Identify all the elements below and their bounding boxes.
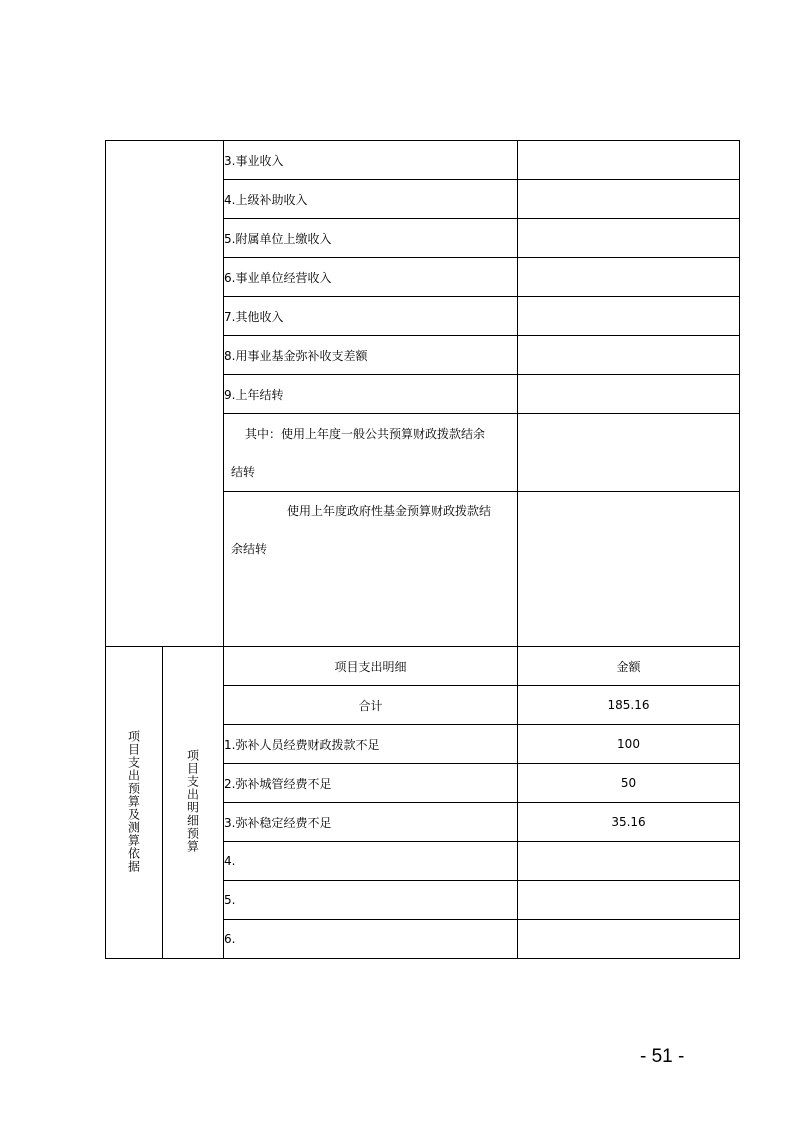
income-item-4: 4.上级补助收入 [224,180,518,219]
carryover-fund-cell [224,492,518,647]
income-item-8: 8.用事业基金弥补收支差额 [224,336,518,375]
outer-section-label: 项目支出预算及测算依据 [126,729,141,873]
detail-item-6: 6. [224,920,518,959]
carryover-general-text [224,415,517,491]
table-row [106,141,740,180]
income-value-3 [518,141,740,180]
detail-amount-3: 35.16 [518,803,740,842]
total-value: 185.16 [518,686,740,725]
carryover-general-value [518,414,740,492]
inner-section-label: 项目支出明细预算 [185,749,200,853]
carryover-fund-text [224,492,517,568]
carryover-general-line1: 其中：使用上年度一般公共预算财政拨款结余 [245,426,486,441]
income-value-7 [518,297,740,336]
carryover-fund-line1: 使用上年度政府性基金预算财政拨款结 [287,504,492,518]
carryover-general-line2: 结转 [231,464,256,479]
header-item: 项目支出明细 [224,647,518,686]
income-value-8 [518,336,740,375]
carryover-fund-line2: 余结转 [231,542,268,556]
budget-table [105,140,740,959]
income-value-6 [518,258,740,297]
detail-amount-1: 100 [518,725,740,764]
total-label: 合计 [224,686,518,725]
inner-section-label-cell [163,647,224,959]
income-item-6: 6.事业单位经营收入 [224,258,518,297]
header-amount: 金额 [518,647,740,686]
income-value-4 [518,180,740,219]
carryover-fund-value [518,492,740,647]
detail-item-2: 2.弥补城管经费不足 [224,764,518,803]
income-item-7: 7.其他收入 [224,297,518,336]
income-value-9 [518,375,740,414]
income-item-9: 9.上年结转 [224,375,518,414]
income-item-3: 3.事业收入 [224,141,518,180]
detail-amount-2: 50 [518,764,740,803]
income-item-5: 5.附属单位上缴收入 [224,219,518,258]
detail-item-1: 1.弥补人员经费财政拨款不足 [224,725,518,764]
outer-section-label-cell [106,647,163,959]
detail-item-3: 3.弥补稳定经费不足 [224,803,518,842]
page-number: - 51 - [640,1046,685,1067]
detail-amount-6 [518,920,740,959]
detail-amount-5 [518,881,740,920]
blank-left-cell [106,141,224,647]
detail-item-5: 5. [224,881,518,920]
carryover-general-cell [224,414,518,492]
detail-item-4: 4. [224,842,518,881]
detail-amount-4 [518,842,740,881]
table-row [106,647,740,686]
income-value-5 [518,219,740,258]
